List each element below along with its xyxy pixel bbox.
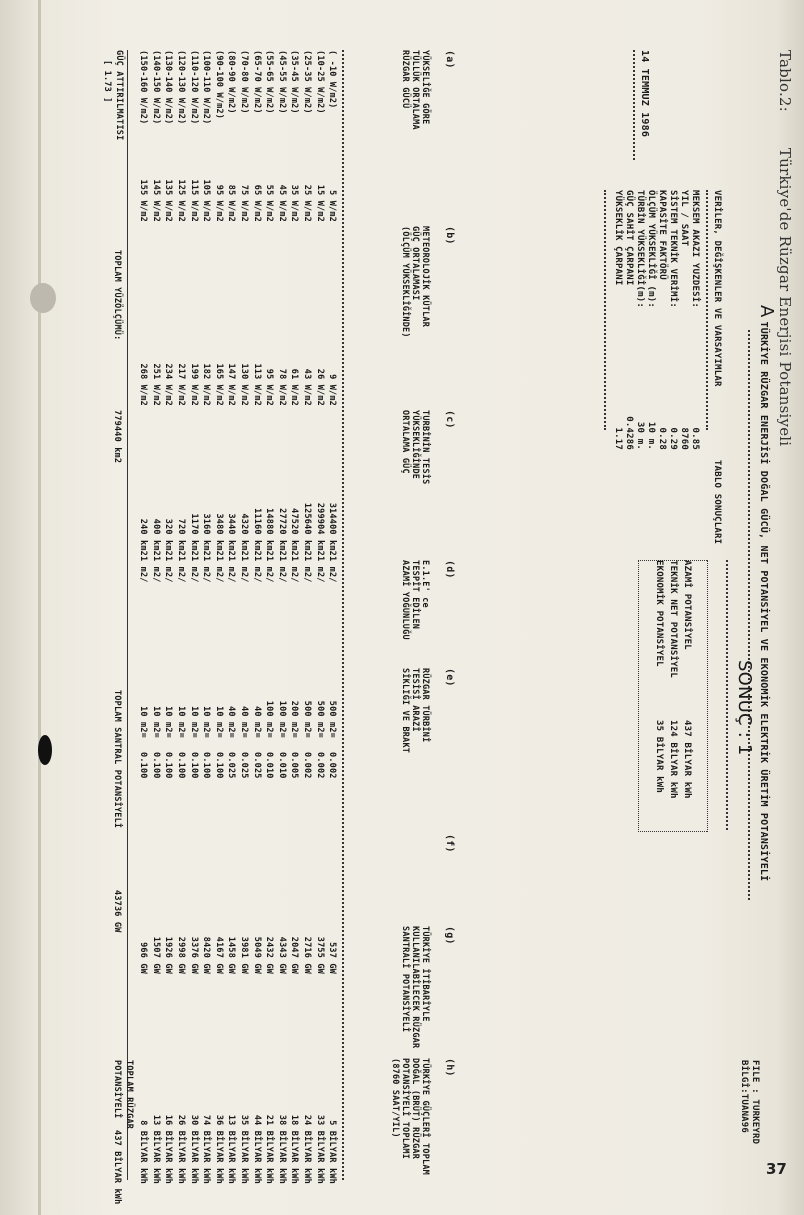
cell-ann: 1926 GW — [163, 936, 174, 974]
header-rule — [342, 50, 344, 1180]
table-row — [225, 50, 238, 1190]
cell-eq: 200 m2= — [289, 700, 300, 738]
cell-total: 13 BİLYAR kWh — [150, 1114, 161, 1184]
cell-eq: 500 m2= — [327, 700, 338, 738]
cell-ftm: 217 W/m2 — [176, 363, 187, 406]
print-date: 14 TEMMUZ 1986 — [639, 50, 650, 138]
cell-pow: 47520 km2 — [289, 508, 300, 556]
cell-bin: (10-25 W/m2) — [314, 50, 325, 114]
cell-bin: (130-140 W/m2) — [163, 50, 174, 125]
table-row — [250, 50, 263, 1190]
summary-value: 124 BİLYAR kWh — [668, 720, 678, 799]
partial-label: TOPLAM SANTRAL POTANSİYELİ — [112, 690, 122, 829]
column-header — [390, 834, 430, 926]
input-label: GÜÇ SAHİT ÇARPANI — [624, 190, 634, 286]
cell-ff: 35 W/m2 — [289, 184, 300, 222]
cell-pow: 3160 km2 — [201, 513, 212, 556]
cell-eq: 40 m2= — [251, 706, 262, 738]
cell-ftm: 147 W/m2 — [226, 363, 237, 406]
cell-total: 44 BİLYAR kWh — [251, 1114, 262, 1184]
cell-bin: ( -10 W/m2) — [327, 50, 338, 109]
cell-bin: (120-130 W/m2) — [176, 50, 187, 125]
cell-total: 24 BİLYAR kWh — [302, 1114, 313, 1184]
cell-pin: 1 m2/ — [226, 556, 237, 583]
cell-pow: 3480 km2 — [213, 513, 224, 556]
cell-trans: 0.100 — [138, 752, 149, 779]
cell-pin: 1 m2/ — [314, 556, 325, 583]
input-row — [678, 190, 689, 450]
summary-heading: TABLO SONUÇLARI — [712, 460, 722, 545]
cell-ann: 8420 GW — [201, 936, 212, 974]
inputs-list — [612, 190, 700, 450]
cell-total: 26 BİLYAR kWh — [176, 1114, 187, 1184]
cell-trans: 0.002 — [327, 752, 338, 779]
cell-trans: 0.010 — [276, 752, 287, 779]
column-letters — [444, 50, 455, 1190]
cell-pow: 299904 km2 — [314, 502, 325, 556]
cell-total: 33 BİLYAR kWh — [314, 1114, 325, 1184]
cell-bin: (45-55 W/m2) — [276, 50, 287, 114]
column-header: YÜKSELİĞE GÖRE TÜLLÜK ORTALAMA RÜZGAR GÜCÜ — [400, 50, 430, 130]
footer-rule — [127, 50, 128, 1180]
cell-ftm: 182 W/m2 — [201, 363, 212, 406]
cell-bin: (35-45 W/m2) — [289, 50, 300, 114]
date-underline — [633, 50, 635, 160]
title-text: TÜRKİYE RÜZGAR ENERJİSİ DOĞAL GÜCÜ, NET POTANSİYEL VE EKONOMİK ELEKTRİK ÜRETİM POTANSİYELİ — [758, 321, 769, 882]
input-row — [645, 190, 656, 450]
cell-ff: 115 W/m2 — [188, 179, 199, 222]
cell-total: 13 BİLYAR kWh — [226, 1114, 237, 1184]
input-value: 0.28 — [657, 427, 667, 450]
cell-pow: 3440 km2 — [226, 513, 237, 556]
cell-pow: 320 km2 — [163, 518, 174, 556]
table-row — [237, 50, 250, 1190]
cell-pow: 314400 km2 — [327, 502, 338, 556]
page-number: 37 — [766, 1160, 787, 1178]
cell-ftm: 234 W/m2 — [163, 363, 174, 406]
cell-trans: 0.002 — [302, 752, 313, 779]
input-label: KAPASİTE FAKTÖRÜ — [657, 190, 667, 280]
input-row — [612, 190, 623, 450]
table-row — [300, 50, 313, 1190]
cell-pow: 240 km2 — [138, 518, 149, 556]
cell-total: 16 BİLYAR kWh — [163, 1114, 174, 1184]
input-value: 0.85 — [690, 427, 700, 450]
cell-eq: 10 m2= — [163, 706, 174, 738]
cell-ann: 1507 GW — [150, 936, 161, 974]
summary-row — [653, 560, 664, 820]
table-row — [313, 50, 326, 1190]
summary-row — [667, 560, 678, 820]
cell-pow: 720 km2 — [176, 518, 187, 556]
column-letter: (e) — [444, 668, 455, 687]
cell-total: 8 BİLYAR kWh — [138, 1120, 149, 1184]
cell-eq: 500 m2= — [314, 700, 325, 738]
cell-ff: 45 W/m2 — [276, 184, 287, 222]
cell-pin: 1 m2/ — [289, 556, 300, 583]
table-row — [325, 50, 338, 1190]
cell-ann: 2716 GW — [302, 936, 313, 974]
file-line-1: FILE : TURKEYRD — [750, 1060, 760, 1145]
cell-ftm: 9 W/m2 — [327, 374, 338, 406]
cell-pow: 125640 km2 — [302, 502, 313, 556]
title-underline — [748, 330, 750, 900]
column-letter: (b) — [444, 226, 455, 245]
column-header: TÜRKİYE GÜÇLERİ TOPLAM DOĞAL (BRÜT) RÜZGAR POTANSİYELİ TOPLAMI (8760 SAAT/YIL) — [390, 1058, 430, 1175]
column-headers — [390, 50, 430, 1190]
cell-pow: 400 km2 — [150, 518, 161, 556]
column-letter: (c) — [444, 410, 455, 429]
cell-trans: 0.002 — [314, 752, 325, 779]
input-value: 0.4286 — [624, 416, 634, 450]
cell-bin: (90-100 W/m2) — [213, 50, 224, 120]
cell-bin: (100-110 W/m2) — [201, 50, 212, 125]
title-letter: A — [756, 305, 777, 318]
summary-label: TEKNİK NET POTANSİYEL — [668, 560, 678, 678]
cell-pow: 4320 km2 — [239, 513, 250, 556]
table-row — [262, 50, 275, 1190]
total-label-2: POTANSİYELİ — [112, 1060, 122, 1119]
cell-pin: 1 m2/ — [239, 556, 250, 583]
cell-total: 74 BİLYAR kWh — [201, 1114, 212, 1184]
cell-trans: 0.100 — [201, 752, 212, 779]
cell-eq: 10 m2= — [150, 706, 161, 738]
cell-pin: 1 m2/ — [327, 556, 338, 583]
cell-bin: (55-65 W/m2) — [264, 50, 275, 114]
cell-ff: 95 W/m2 — [213, 184, 224, 222]
cell-ff: 5 W/m2 — [327, 190, 338, 222]
cell-pin: 1 m2/ — [302, 556, 313, 583]
cell-ann: 2432 GW — [264, 936, 275, 974]
cell-bin: (110-120 W/m2) — [188, 50, 199, 125]
table-row — [162, 50, 175, 1190]
binder-hole-top — [30, 283, 56, 313]
cell-ftm: 26 W/m2 — [314, 368, 325, 406]
area-value: 779440 km2 — [112, 410, 122, 464]
data-table — [137, 50, 339, 1190]
cell-ftm: 130 W/m2 — [239, 363, 250, 406]
cell-ff: 125 W/m2 — [176, 179, 187, 222]
input-value: 8760 — [679, 427, 689, 450]
cell-ftm: 78 W/m2 — [276, 368, 287, 406]
cell-pin: 1 m2/ — [176, 556, 187, 583]
column-letter: (h) — [444, 1058, 455, 1077]
cell-eq: 10 m2= — [201, 706, 212, 738]
column-header: TÜRKİYE İTİBARİYLE KULLANILABİLECEK RÜZGAR SANTRALİ POTANSİYELİ — [400, 926, 430, 1049]
cell-total: 5 BİLYAR kWh — [327, 1120, 338, 1184]
cell-ftm: 43 W/m2 — [302, 368, 313, 406]
column-letter: (a) — [444, 50, 455, 69]
rotated-printout — [90, 20, 794, 1205]
cell-ann: 3755 GW — [314, 936, 325, 974]
input-label: YIL / SAAT — [679, 190, 689, 247]
summary-row — [681, 560, 692, 820]
cell-pin: 1 m2/ — [201, 556, 212, 583]
cell-ftm: 165 W/m2 — [213, 363, 224, 406]
cell-eq: 40 m2= — [226, 706, 237, 738]
table-row — [174, 50, 187, 1190]
cell-eq: 10 m2= — [176, 706, 187, 738]
cell-ff: 55 W/m2 — [264, 184, 275, 222]
column-header: TURBİNİN TESİS YÜKSEKLİĞİNDE ORTALAMA GÜÇ — [400, 410, 430, 485]
input-row — [634, 190, 645, 450]
cell-pin: 1 m2/ — [251, 556, 262, 583]
cell-ann: 2998 GW — [176, 936, 187, 974]
cell-trans: 0.100 — [163, 752, 174, 779]
input-label: YÜKSEKLİK ÇARPANI — [613, 190, 623, 286]
inputs-rule — [706, 190, 708, 430]
total-label-1: TOPLAM RÜZGAR — [124, 1060, 134, 1130]
input-value: 10 m. — [646, 421, 656, 450]
cell-pow: 27720 km2 — [276, 508, 287, 556]
cell-ff: 135 W/m2 — [163, 179, 174, 222]
table-row — [187, 50, 200, 1190]
cell-trans: 0.005 — [289, 752, 300, 779]
cell-pow: 1170 km2 — [188, 513, 199, 556]
cell-ann: 5049 GW — [251, 936, 262, 974]
total-value: 437 BİLYAR kWh — [112, 1130, 122, 1205]
table-row — [288, 50, 301, 1190]
cell-pin: 1 m2/ — [150, 556, 161, 583]
caption-title: Türkiye'de Rüzgar Enerjisi Potansiyeli — [776, 147, 794, 447]
table-row — [137, 50, 150, 1190]
summary-label: AZAMİ POTANSİYEL — [682, 560, 692, 650]
cell-bin: (25-35 W/m2) — [302, 50, 313, 114]
input-value: 0.29 — [668, 427, 678, 450]
cell-ann: 3376 GW — [188, 936, 199, 974]
table-row — [275, 50, 288, 1190]
table-row — [199, 50, 212, 1190]
column-header: METEOROLOJİK KÜTLAR GÜÇ ORTALAMASI (ÖLÇÜM YÜKSEKLİĞİNDE) — [400, 226, 430, 338]
cell-pin: 1 m2/ — [276, 556, 287, 583]
cell-pow: 11160 km2 — [251, 508, 262, 556]
table-row — [212, 50, 225, 1190]
cell-eq: 100 m2= — [264, 700, 275, 738]
cell-ff: 15 W/m2 — [314, 184, 325, 222]
cell-trans: 0.025 — [226, 752, 237, 779]
cell-ftm: 199 W/m2 — [188, 363, 199, 406]
input-label: MEKSEM AKAZI YUZDESİ: — [690, 190, 700, 308]
cell-ff: 105 W/m2 — [201, 179, 212, 222]
cell-ann: 537 GW — [327, 942, 338, 974]
ghost-text — [649, 140, 660, 146]
input-label: ÖLÇÜM YÜKSEKLİĞİ (m): — [646, 190, 656, 308]
printout-title — [756, 305, 777, 882]
input-value: 30 m. — [635, 421, 645, 450]
cell-ftm: 268 W/m2 — [138, 363, 149, 406]
cell-total: 21 BİLYAR kWh — [264, 1114, 275, 1184]
table-row — [149, 50, 162, 1190]
cell-eq: 10 m2= — [188, 706, 199, 738]
cell-ann: 1458 GW — [226, 936, 237, 974]
sonuc-label: SONUÇ : 1 — [734, 660, 755, 756]
factor-label: GÜÇ ATTIRILMATISI — [114, 50, 124, 141]
file-info — [738, 1060, 760, 1144]
cell-pin: 1 m2/ — [188, 556, 199, 583]
summary-value: 437 BİLYAR kWh — [682, 720, 692, 799]
summary-label: EKONOMİK POTANSİYEL — [654, 560, 664, 667]
cell-eq: 10 m2= — [213, 706, 224, 738]
cell-ftm: 61 W/m2 — [289, 368, 300, 406]
cell-eq: 500 m2= — [302, 700, 313, 738]
cell-trans: 0.010 — [264, 752, 275, 779]
cell-ann: 2047 GW — [289, 936, 300, 974]
cell-trans: 0.100 — [176, 752, 187, 779]
input-row — [623, 190, 634, 450]
cell-bin: (65-70 W/m2) — [251, 50, 262, 114]
factor-value: [ 1.73 ] — [102, 60, 112, 103]
cell-total: 35 BİLYAR kWh — [239, 1114, 250, 1184]
inputs-heading: VERİLER, DEĞİŞKENLER VE VARSAYIMLAR — [712, 190, 722, 387]
cell-trans: 0.100 — [188, 752, 199, 779]
cell-total: 30 BİLYAR kWh — [188, 1114, 199, 1184]
cell-bin: (70-80 W/m2) — [239, 50, 250, 114]
cell-trans: 0.025 — [239, 752, 250, 779]
cell-bin: (140-150 W/m2) — [150, 50, 161, 125]
cell-ff: 75 W/m2 — [239, 184, 250, 222]
cell-ff: 65 W/m2 — [251, 184, 262, 222]
column-letter: (g) — [444, 926, 455, 945]
binder-hole-bottom — [38, 735, 52, 765]
cell-trans: 0.100 — [150, 752, 161, 779]
cell-ann: 4167 GW — [213, 936, 224, 974]
cell-eq: 10 m2= — [138, 706, 149, 738]
cell-pow: 14880 km2 — [264, 508, 275, 556]
cell-total: 38 BİLYAR kWh — [276, 1114, 287, 1184]
cell-ff: 85 W/m2 — [226, 184, 237, 222]
cell-eq: 100 m2= — [276, 700, 287, 738]
summary-list — [653, 560, 702, 820]
input-value: 1.17 — [613, 427, 623, 450]
input-row — [689, 190, 700, 450]
column-header: RÜZGAR TÜRBİNİ TESİSİ ARAZİ SİKLIĞI VE BRAKT — [400, 668, 430, 754]
column-letter: (d) — [444, 560, 455, 579]
cell-ftm: 95 W/m2 — [264, 368, 275, 406]
column-letter: (f) — [444, 834, 455, 853]
caption-label: Tablo.2: — [776, 50, 794, 112]
cell-total: 18 BİLYAR kWh — [289, 1114, 300, 1184]
cell-trans: 0.100 — [213, 752, 224, 779]
file-line-2: BİLGİ:TUANA96 — [739, 1060, 749, 1134]
input-row — [667, 190, 678, 450]
input-row — [656, 190, 667, 450]
cell-total: 36 BİLYAR kWh — [213, 1114, 224, 1184]
cell-ff: 145 W/m2 — [150, 179, 161, 222]
cell-eq: 40 m2= — [239, 706, 250, 738]
summary-value: 35 BİLYAR kWh — [654, 720, 664, 794]
cell-ftm: 113 W/m2 — [251, 363, 262, 406]
cell-ftm: 251 W/m2 — [150, 363, 161, 406]
table-caption — [776, 50, 794, 447]
cell-bin: (80-90 W/m2) — [226, 50, 237, 114]
cell-ann: 966 GW — [138, 942, 149, 974]
partial-value: 43736 GW — [112, 890, 122, 933]
cell-ann: 4343 GW — [276, 936, 287, 974]
cell-ann: 3981 GW — [239, 936, 250, 974]
cell-pin: 1 m2/ — [264, 556, 275, 583]
cell-bin: (150-160 W/m2) — [138, 50, 149, 125]
column-header: E.1.E' ce TESPİT EDİLEN AZAMİ YOĞUNLUĞU — [400, 560, 430, 640]
cell-pin: 1 m2/ — [213, 556, 224, 583]
cell-pin: 1 m2/ — [163, 556, 174, 583]
area-label: TOPLAM YÜZÖLÇÜMÜ: — [112, 250, 122, 341]
input-label: TÜRBİN YÜKSEKLİĞİ(m): — [635, 190, 645, 308]
cell-ff: 25 W/m2 — [302, 184, 313, 222]
input-label: SİSTEM TEKNİK VERİMİ: — [668, 190, 678, 308]
cell-ff: 155 W/m2 — [138, 179, 149, 222]
cell-pin: 1 m2/ — [138, 556, 149, 583]
cell-trans: 0.025 — [251, 752, 262, 779]
summary-top-rule — [726, 560, 728, 830]
binding-fold — [38, 0, 41, 1215]
inputs-bottom-rule — [604, 190, 606, 430]
